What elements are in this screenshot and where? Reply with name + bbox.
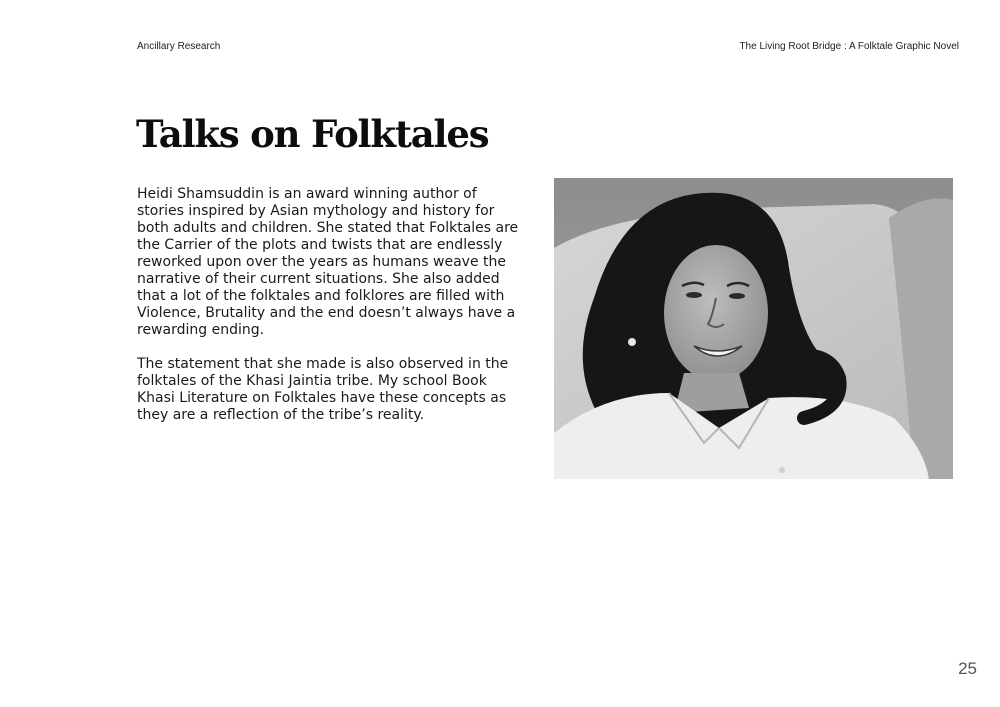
book-title: The Living Root Bridge : A Folktale Graphic Novel xyxy=(739,41,959,52)
paragraph-2: The statement that she made is also observed in the folktales of the Khasi Jaintia tribe. My school Book Khasi Literature on Folktales have these concepts as they are a reflection of the tribe’s reality. xyxy=(137,356,509,423)
page-title: Talks on Folktales xyxy=(136,112,489,156)
author-portrait-image xyxy=(554,178,953,479)
body-text xyxy=(137,186,522,441)
page-number: 25 xyxy=(958,659,977,678)
section-label: Ancillary Research xyxy=(137,41,221,52)
author-photo xyxy=(554,178,953,479)
paragraph-1: Heidi Shamsuddin is an award winning author of stories inspired by Asian mythology and history for both adults and children. She stated that Folktales are the Carrier of the plots and twists that are endlessly reworked upon over the years as humans weave the narrative of their current situations. She also added that a lot of the folktales and folklores are filled with Violence, Brutality and the end doesn’t always have a rewarding ending. xyxy=(137,186,519,338)
